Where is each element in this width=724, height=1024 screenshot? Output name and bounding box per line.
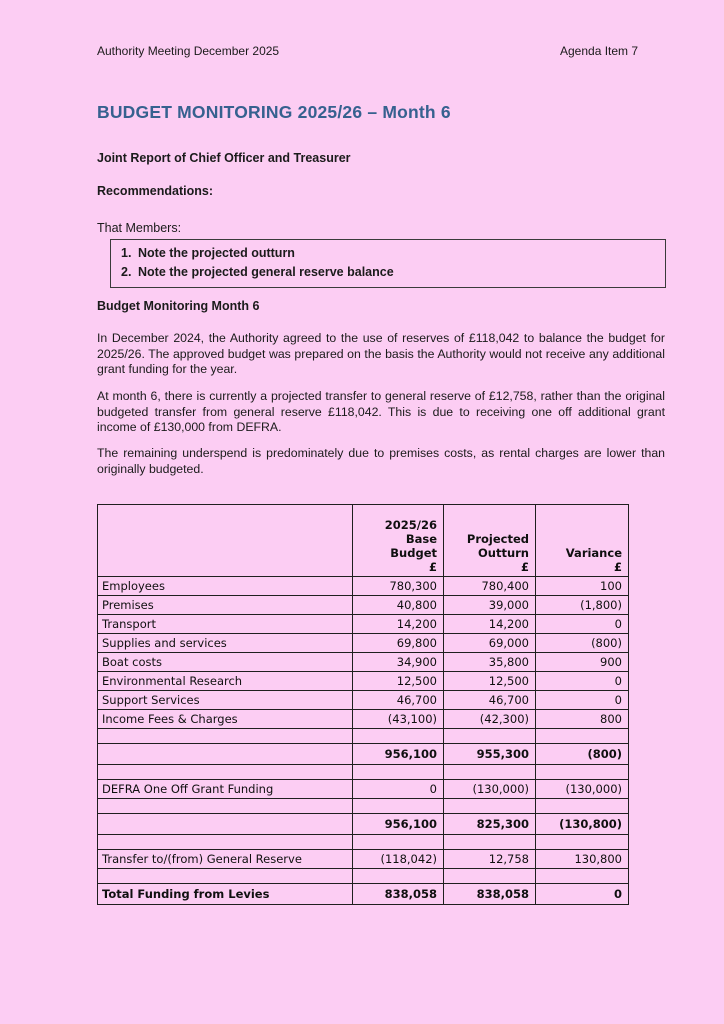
variance-cell: 800 xyxy=(536,710,629,729)
that-members-text: That Members: xyxy=(97,221,182,235)
budget-cell: 46,700 xyxy=(353,691,444,710)
table-row xyxy=(98,884,629,905)
table-body xyxy=(98,577,629,905)
variance-cell xyxy=(536,835,629,850)
variance-cell xyxy=(536,729,629,744)
column-header: Variance £ xyxy=(536,505,629,577)
row-label-cell: Premises xyxy=(98,596,353,615)
budget-table xyxy=(97,504,629,905)
budget-cell: 40,800 xyxy=(353,596,444,615)
body-paragraph: In December 2024, the Authority agreed to the use of reserves of £118,042 to balance the budget for 2025/26. The approved budget was prepared on the basis the Authority would not receive any additional grant funding for the year. xyxy=(97,331,665,377)
report-subtitle: Joint Report of Chief Officer and Treasurer xyxy=(97,151,351,165)
row-label-cell xyxy=(98,835,353,850)
outturn-cell: 825,300 xyxy=(444,814,536,835)
variance-cell xyxy=(536,765,629,780)
budget-cell: 956,100 xyxy=(353,814,444,835)
variance-cell: 100 xyxy=(536,577,629,596)
outturn-cell: 12,500 xyxy=(444,672,536,691)
table-header xyxy=(98,505,629,577)
row-label-cell: Support Services xyxy=(98,691,353,710)
row-label-cell: Environmental Research xyxy=(98,672,353,691)
row-label-cell xyxy=(98,744,353,765)
budget-cell xyxy=(353,835,444,850)
header-corner-cell xyxy=(98,505,353,577)
recommendation-item xyxy=(111,244,665,263)
variance-cell: 0 xyxy=(536,672,629,691)
row-label-cell: Income Fees & Charges xyxy=(98,710,353,729)
outturn-cell: 14,200 xyxy=(444,615,536,634)
outturn-cell xyxy=(444,869,536,884)
table-row xyxy=(98,780,629,799)
outturn-cell xyxy=(444,835,536,850)
budget-cell: 956,100 xyxy=(353,744,444,765)
table-header-row xyxy=(98,505,629,577)
outturn-cell xyxy=(444,799,536,814)
budget-cell: 34,900 xyxy=(353,653,444,672)
variance-cell: 900 xyxy=(536,653,629,672)
recommendations-box xyxy=(110,239,666,288)
table-spacer-row xyxy=(98,799,629,814)
table-row xyxy=(98,615,629,634)
row-label-cell: Total Funding from Levies xyxy=(98,884,353,905)
budget-cell: 0 xyxy=(353,780,444,799)
outturn-cell: 39,000 xyxy=(444,596,536,615)
document-title: BUDGET MONITORING 2025/26 – Month 6 xyxy=(97,102,451,122)
variance-cell xyxy=(536,799,629,814)
recommendations-label: Recommendations: xyxy=(97,184,213,198)
variance-cell: (800) xyxy=(536,634,629,653)
row-label-cell xyxy=(98,869,353,884)
outturn-cell: 838,058 xyxy=(444,884,536,905)
row-label-cell xyxy=(98,729,353,744)
variance-cell xyxy=(536,869,629,884)
variance-cell: 0 xyxy=(536,884,629,905)
table-row xyxy=(98,850,629,869)
budget-cell: 12,500 xyxy=(353,672,444,691)
outturn-cell: 35,800 xyxy=(444,653,536,672)
row-label-cell xyxy=(98,799,353,814)
recommendation-number: 2. xyxy=(121,265,132,279)
table-row xyxy=(98,814,629,835)
outturn-cell: 69,000 xyxy=(444,634,536,653)
budget-cell xyxy=(353,729,444,744)
column-header: Projected Outturn £ xyxy=(444,505,536,577)
variance-cell: (130,000) xyxy=(536,780,629,799)
budget-cell: 780,300 xyxy=(353,577,444,596)
table-spacer-row xyxy=(98,765,629,780)
row-label-cell: Transport xyxy=(98,615,353,634)
page-header-left: Authority Meeting December 2025 xyxy=(97,44,280,58)
row-label-cell: Supplies and services xyxy=(98,634,353,653)
table-row xyxy=(98,634,629,653)
table-row xyxy=(98,744,629,765)
row-label-cell: Employees xyxy=(98,577,353,596)
outturn-cell xyxy=(444,729,536,744)
budget-cell: (43,100) xyxy=(353,710,444,729)
recommendation-text: Note the projected general reserve balance xyxy=(138,265,394,279)
table-row xyxy=(98,672,629,691)
outturn-cell xyxy=(444,765,536,780)
outturn-cell: 12,758 xyxy=(444,850,536,869)
table-row xyxy=(98,710,629,729)
recommendation-number: 1. xyxy=(121,246,132,260)
table-spacer-row xyxy=(98,729,629,744)
variance-cell: (130,800) xyxy=(536,814,629,835)
budget-cell xyxy=(353,765,444,780)
variance-cell: 0 xyxy=(536,615,629,634)
outturn-cell: 780,400 xyxy=(444,577,536,596)
column-header: 2025/26 Base Budget £ xyxy=(353,505,444,577)
table-row xyxy=(98,691,629,710)
recommendation-text: Note the projected outturn xyxy=(138,246,295,260)
outturn-cell: (42,300) xyxy=(444,710,536,729)
variance-cell: 130,800 xyxy=(536,850,629,869)
budget-cell: 14,200 xyxy=(353,615,444,634)
outturn-cell: 46,700 xyxy=(444,691,536,710)
outturn-cell: (130,000) xyxy=(444,780,536,799)
outturn-cell: 955,300 xyxy=(444,744,536,765)
row-label-cell: DEFRA One Off Grant Funding xyxy=(98,780,353,799)
budget-cell: (118,042) xyxy=(353,850,444,869)
recommendation-item xyxy=(111,263,665,282)
row-label-cell xyxy=(98,814,353,835)
page-header-right: Agenda Item 7 xyxy=(560,44,639,58)
row-label-cell xyxy=(98,765,353,780)
table-row xyxy=(98,577,629,596)
budget-cell xyxy=(353,799,444,814)
variance-cell: (800) xyxy=(536,744,629,765)
budget-cell xyxy=(353,869,444,884)
table-spacer-row xyxy=(98,869,629,884)
row-label-cell: Boat costs xyxy=(98,653,353,672)
row-label-cell: Transfer to/(from) General Reserve xyxy=(98,850,353,869)
table-spacer-row xyxy=(98,835,629,850)
variance-cell: (1,800) xyxy=(536,596,629,615)
table-row xyxy=(98,653,629,672)
body-paragraph: The remaining underspend is predominately due to premises costs, as rental charges are lower than originally budgeted. xyxy=(97,446,665,476)
variance-cell: 0 xyxy=(536,691,629,710)
section-heading: Budget Monitoring Month 6 xyxy=(97,299,260,313)
body-paragraph: At month 6, there is currently a projected transfer to general reserve of £12,758, rather than the original budgeted transfer from general reserve £118,042. This is due to receiving one off additional grant income of £130,000 from DEFRA. xyxy=(97,389,665,435)
table-row xyxy=(98,596,629,615)
budget-cell: 838,058 xyxy=(353,884,444,905)
budget-cell: 69,800 xyxy=(353,634,444,653)
